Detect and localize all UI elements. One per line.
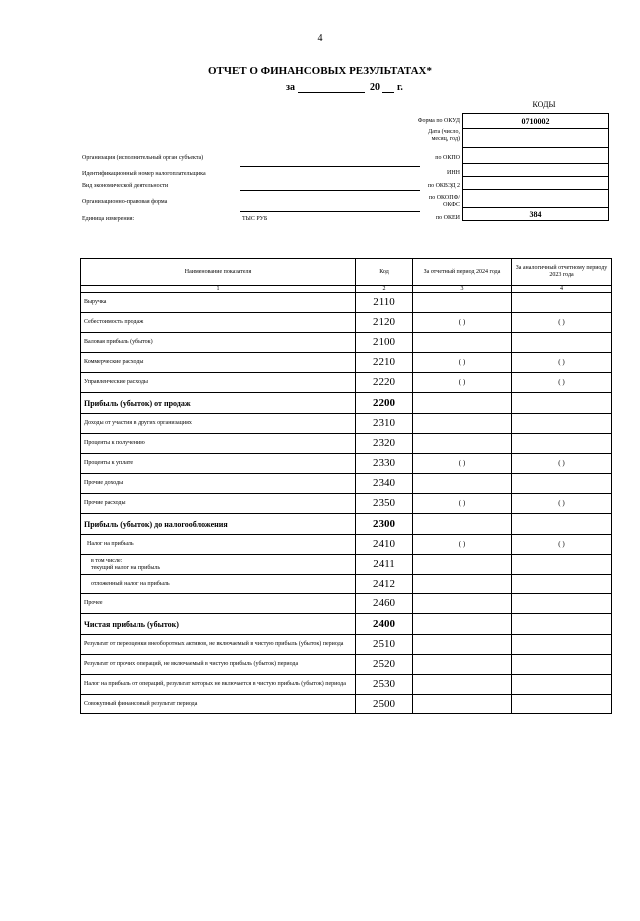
date-value [463, 129, 609, 148]
okei-label: по ОКЕИ [435, 215, 460, 221]
row-name: Совокупный финансовый результат периода [81, 695, 356, 714]
row-name: Прочее [81, 594, 356, 614]
row-code: 2500 [356, 695, 413, 714]
table-row [81, 393, 612, 414]
table-row [81, 675, 612, 695]
table-row [81, 353, 612, 373]
current-period-value [413, 614, 512, 635]
table-header-row [81, 259, 612, 286]
previous-period-value [512, 635, 612, 655]
row-name: Выручка [81, 293, 356, 313]
table-row [81, 454, 612, 474]
current-period-value [413, 635, 512, 655]
row-name: отложенный налог на прибыль [81, 575, 356, 594]
previous-period-value [512, 555, 612, 575]
row-name: Проценты к уплате [81, 454, 356, 474]
organization-label: Организация (исполнительный орган субъекта) [82, 155, 204, 161]
row-name: Прочие расходы [81, 494, 356, 514]
current-period-value: ( ) [413, 494, 512, 514]
row-code: 2200 [356, 393, 413, 414]
previous-period-value [512, 575, 612, 594]
current-period-value [413, 414, 512, 434]
period-prefix: за [286, 82, 296, 93]
okved-label: по ОКВЭД 2 [427, 183, 460, 189]
table-row [81, 293, 612, 313]
row-code: 2520 [356, 655, 413, 675]
page-number: 4 [317, 33, 323, 44]
unit-value: ТЫС РУБ [242, 216, 268, 222]
row-code: 2300 [356, 514, 413, 535]
table-row [81, 494, 612, 514]
date-label: Дата (число, месяц, год) [428, 129, 460, 142]
row-name: Себестоимость продаж [81, 313, 356, 333]
row-name: Прочие доходы [81, 474, 356, 494]
previous-period-value [512, 594, 612, 614]
codes-table [462, 113, 609, 221]
okopf-label: по ОКОПФ/ОКФС [429, 195, 460, 208]
okved-value [463, 177, 609, 190]
row-code: 2100 [356, 333, 413, 353]
current-period-value [413, 293, 512, 313]
previous-period-value [512, 434, 612, 454]
previous-period-value: ( ) [512, 454, 612, 474]
okopf-value [463, 190, 609, 208]
row-code: 2412 [356, 575, 413, 594]
table-row [81, 535, 612, 555]
row-code: 2320 [356, 434, 413, 454]
organization-line [240, 166, 420, 167]
okpo-label: по ОКПО [435, 155, 460, 161]
row-name: Проценты к получению [81, 434, 356, 454]
table-row [81, 594, 612, 614]
current-period-value [413, 594, 512, 614]
header-current-period: За отчетный период 2024 года [413, 259, 512, 286]
year-blank [382, 92, 394, 93]
row-name: Доходы от участия в других организациях [81, 414, 356, 434]
row-code: 2400 [356, 614, 413, 635]
previous-period-value [512, 414, 612, 434]
current-period-value [413, 555, 512, 575]
current-period-value [413, 333, 512, 353]
activity-line [240, 190, 420, 191]
row-name: Прибыль (убыток) от продаж [81, 393, 356, 414]
row-code: 2411 [356, 555, 413, 575]
row-name: Налог на прибыль [81, 535, 356, 555]
current-period-value: ( ) [413, 373, 512, 393]
okud-label: Форма по ОКУД [417, 118, 460, 124]
column-number-row [81, 286, 612, 293]
row-code: 2460 [356, 594, 413, 614]
column-number: 3 [413, 286, 512, 293]
row-name: Результат от прочих операций, не включаемый в чистую прибыль (убыток) периода [81, 655, 356, 675]
row-name: Управленческие расходы [81, 373, 356, 393]
previous-period-value [512, 514, 612, 535]
report-title: ОТЧЕТ О ФИНАНСОВЫХ РЕЗУЛЬТАТАХ* [207, 65, 433, 77]
table-row [81, 555, 612, 575]
previous-period-value [512, 293, 612, 313]
table-row [81, 655, 612, 675]
inn-value [463, 164, 609, 177]
current-period-value: ( ) [413, 535, 512, 555]
row-name: Прибыль (убыток) до налогообложения [81, 514, 356, 535]
legal-form-line [240, 211, 420, 212]
row-code: 2210 [356, 353, 413, 373]
okei-value: 384 [463, 208, 609, 221]
header-name: Наименование показателя [81, 259, 356, 286]
row-name: Результат от переоценки внеоборотных активов, не включаемый в чистую прибыль (убыток) периода [81, 635, 356, 655]
okud-value: 0710002 [463, 114, 609, 129]
current-period-value [413, 575, 512, 594]
current-period-value: ( ) [413, 353, 512, 373]
period-year-prefix: 20 [370, 82, 380, 93]
previous-period-value [512, 675, 612, 695]
table-row [81, 313, 612, 333]
table-row [81, 434, 612, 454]
financial-results-table [80, 258, 612, 714]
row-code: 2350 [356, 494, 413, 514]
row-code: 2530 [356, 675, 413, 695]
previous-period-value [512, 614, 612, 635]
row-code: 2310 [356, 414, 413, 434]
current-period-value [413, 695, 512, 714]
table-row [81, 575, 612, 594]
legal-form-label: Организационно-правовая форма [82, 199, 168, 205]
period-blank [298, 92, 365, 93]
row-code: 2340 [356, 474, 413, 494]
current-period-value [413, 434, 512, 454]
current-period-value [413, 474, 512, 494]
column-number: 2 [356, 286, 413, 293]
codes-label: КОДЫ [532, 100, 556, 109]
previous-period-value [512, 695, 612, 714]
inn-label: ИНН [447, 170, 460, 176]
okpo-value [463, 148, 609, 164]
column-number: 1 [81, 286, 356, 293]
header-code: Код [356, 259, 413, 286]
row-name: Валовая прибыль (убыток) [81, 333, 356, 353]
row-name: Налог на прибыль от операций, результат которых не включается в чистую прибыль (убыток) периода [81, 675, 356, 695]
previous-period-value: ( ) [512, 313, 612, 333]
column-number: 4 [512, 286, 612, 293]
current-period-value [413, 514, 512, 535]
row-code: 2510 [356, 635, 413, 655]
current-period-value [413, 655, 512, 675]
previous-period-value [512, 655, 612, 675]
row-code: 2110 [356, 293, 413, 313]
row-code: 2120 [356, 313, 413, 333]
current-period-value: ( ) [413, 313, 512, 333]
row-code: 2330 [356, 454, 413, 474]
previous-period-value [512, 393, 612, 414]
header-previous-period: За аналогичный отчетному периоду 2023 года [512, 259, 612, 286]
table-row [81, 695, 612, 714]
previous-period-value: ( ) [512, 494, 612, 514]
row-code: 2410 [356, 535, 413, 555]
period-suffix: г. [397, 82, 403, 93]
row-name: в том числе: текущий налог на прибыль [81, 555, 356, 575]
table-row [81, 614, 612, 635]
current-period-value: ( ) [413, 454, 512, 474]
activity-label: Вид экономической деятельности [82, 183, 169, 189]
row-name: Чистая прибыль (убыток) [81, 614, 356, 635]
table-row [81, 373, 612, 393]
previous-period-value: ( ) [512, 373, 612, 393]
previous-period-value: ( ) [512, 353, 612, 373]
table-row [81, 514, 612, 535]
previous-period-value: ( ) [512, 535, 612, 555]
table-row [81, 414, 612, 434]
row-name: Коммерческие расходы [81, 353, 356, 373]
table-row [81, 474, 612, 494]
current-period-value [413, 675, 512, 695]
unit-label: Единица измерения: [82, 216, 135, 222]
inn-full-label: Идентификационный номер налогоплательщика [82, 171, 206, 177]
table-row [81, 635, 612, 655]
previous-period-value [512, 333, 612, 353]
table-row [81, 333, 612, 353]
previous-period-value [512, 474, 612, 494]
row-code: 2220 [356, 373, 413, 393]
current-period-value [413, 393, 512, 414]
